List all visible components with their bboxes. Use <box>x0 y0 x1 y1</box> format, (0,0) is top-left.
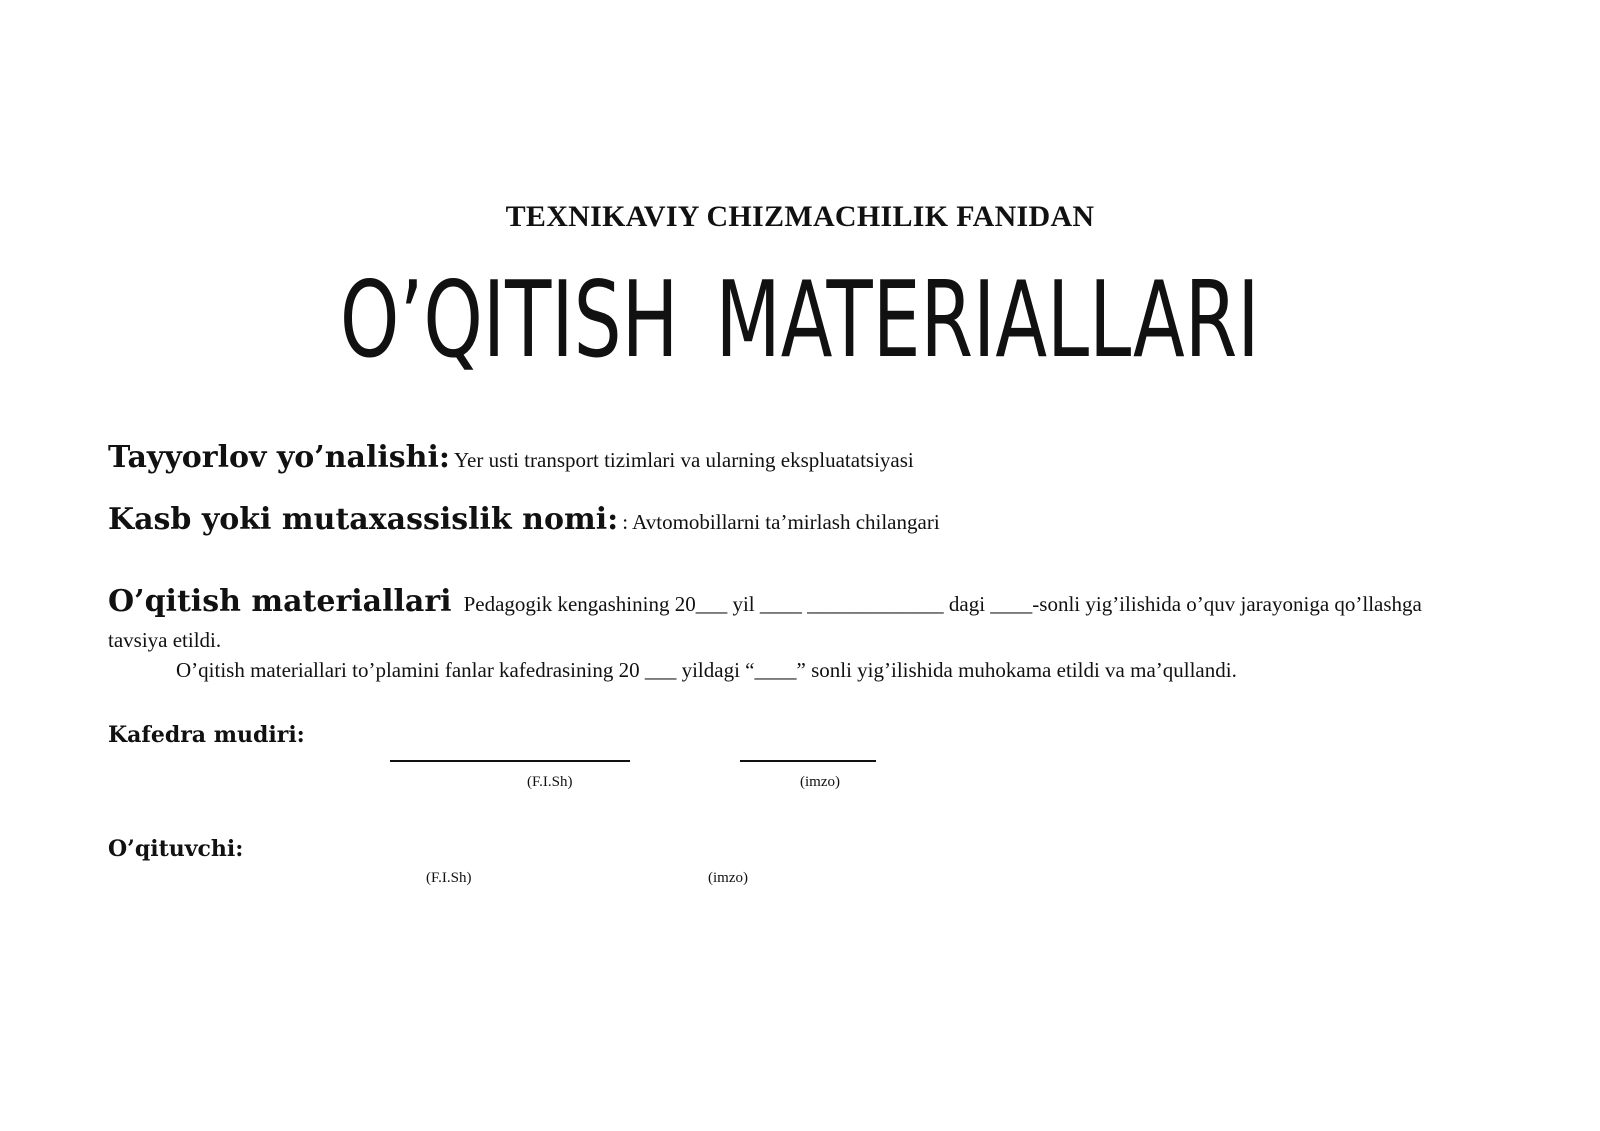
teacher-signature-caption: (imzo) <box>708 870 748 886</box>
profession-label: Kasb yoki mutaxassislik nomi: <box>108 502 619 537</box>
approval-text: Pedagogik kengashining 20___ yil ____ _____________ dagi ____-sonli yig’ilishida o’quv jarayoniga qo’llashga <box>463 592 1422 616</box>
approval-text-continued: tavsiya etildi. <box>108 628 222 652</box>
discussion-text: O’qitish materiallari to’plamini fanlar kafedrasining 20 ___ yildagi “____” sonli yig’ilishida muhokama etildi va ma’qullandi. <box>176 658 1237 682</box>
profession-row <box>108 502 940 537</box>
direction-value: Yer usti transport tizimlari va ularning ekspluatatsiyasi <box>453 448 914 472</box>
teacher-name-caption: (F.I.Sh) <box>426 870 472 886</box>
document-subtitle: TEXNIKAVIY CHIZMACHILIK FANIDAN <box>505 200 1095 233</box>
document-title-text: O’QITISH MATERIALLARI <box>340 259 1260 381</box>
direction-row <box>108 440 914 475</box>
head-name-caption: (F.I.Sh) <box>527 774 573 790</box>
head-signature-caption: (imzo) <box>800 774 840 790</box>
approval-row <box>108 584 1422 619</box>
teacher-label: O’qituvchi: <box>108 836 244 862</box>
head-name-line <box>390 760 630 762</box>
head-signature-line <box>740 760 876 762</box>
approval-label: O’qitish materiallari <box>108 584 452 619</box>
direction-label: Tayyorlov yo’nalishi: <box>108 440 450 475</box>
profession-value: : Avtomobillarni ta’mirlash chilangari <box>622 510 940 534</box>
head-of-department-label: Kafedra mudiri: <box>108 722 305 748</box>
document-title <box>0 250 1600 390</box>
